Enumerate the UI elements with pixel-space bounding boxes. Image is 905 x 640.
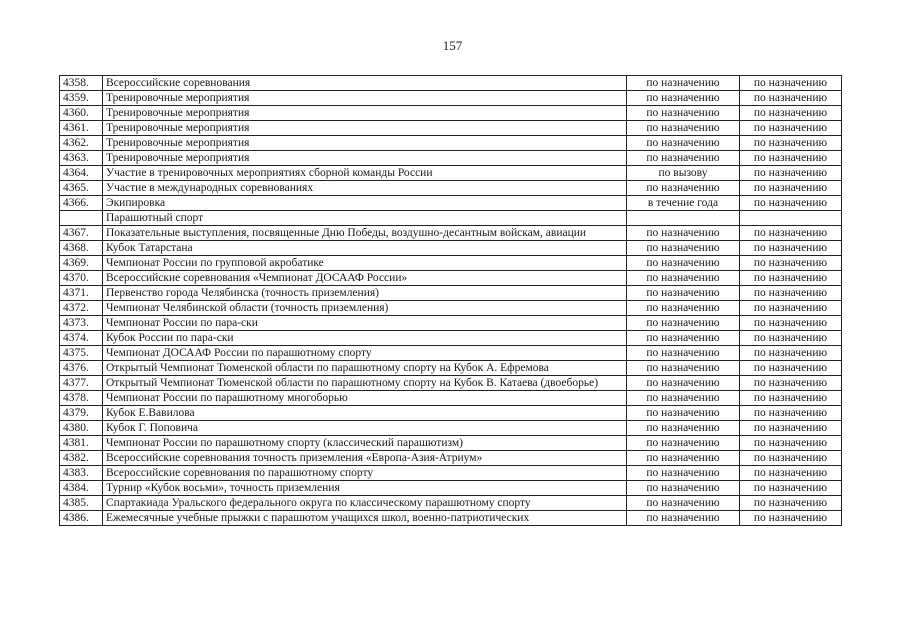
event-timing: по назначению: [740, 376, 842, 391]
event-name: Турнир «Кубок восьми», точность приземления: [103, 481, 627, 496]
row-number: 4363.: [60, 151, 103, 166]
event-date: по назначению: [627, 436, 740, 451]
event-date: по назначению: [627, 511, 740, 526]
event-name: Кубок Г. Поповича: [103, 421, 627, 436]
event-name: Экипировка: [103, 196, 627, 211]
table-row: [60, 391, 842, 406]
event-date: по назначению: [627, 181, 740, 196]
event-date: по назначению: [627, 136, 740, 151]
event-timing: по назначению: [740, 451, 842, 466]
table-row: [60, 271, 842, 286]
event-name: Открытый Чемпионат Тюменской области по парашютному спорту на Кубок А. Ефремова: [103, 361, 627, 376]
row-number: 4361.: [60, 121, 103, 136]
table-row: [60, 346, 842, 361]
event-timing: по назначению: [740, 181, 842, 196]
table-row: [60, 196, 842, 211]
section-header-row: [60, 211, 842, 226]
section-empty-cell: [740, 211, 842, 226]
event-name: Чемпионат России по пара-ски: [103, 316, 627, 331]
event-timing: по назначению: [740, 436, 842, 451]
event-name: Кубок России по пара-ски: [103, 331, 627, 346]
event-date: по назначению: [627, 346, 740, 361]
table-row: [60, 496, 842, 511]
table-row: [60, 451, 842, 466]
event-name: Тренировочные мероприятия: [103, 136, 627, 151]
event-name: Чемпионат России по парашютному спорту (классический парашютизм): [103, 436, 627, 451]
event-name: Ежемесячные учебные прыжки с парашютом учащихся школ, военно-патриотических: [103, 511, 627, 526]
event-name: Чемпионат России по групповой акробатике: [103, 256, 627, 271]
event-date: по назначению: [627, 106, 740, 121]
event-timing: по назначению: [740, 406, 842, 421]
event-timing: по назначению: [740, 106, 842, 121]
event-date: по вызову: [627, 166, 740, 181]
event-date: по назначению: [627, 361, 740, 376]
row-number: 4365.: [60, 181, 103, 196]
row-number: 4386.: [60, 511, 103, 526]
table-row: [60, 331, 842, 346]
table-row: [60, 136, 842, 151]
event-timing: по назначению: [740, 241, 842, 256]
row-number: 4364.: [60, 166, 103, 181]
section-empty-cell: [627, 211, 740, 226]
event-date: по назначению: [627, 121, 740, 136]
row-number: 4362.: [60, 136, 103, 151]
row-number: 4380.: [60, 421, 103, 436]
row-number: 4384.: [60, 481, 103, 496]
event-name: Кубок Татарстана: [103, 241, 627, 256]
table-row: [60, 286, 842, 301]
table-row: [60, 421, 842, 436]
event-timing: по назначению: [740, 481, 842, 496]
row-number: 4369.: [60, 256, 103, 271]
event-date: по назначению: [627, 406, 740, 421]
row-number: 4371.: [60, 286, 103, 301]
event-date: по назначению: [627, 421, 740, 436]
event-name: Участие в тренировочных мероприятиях сборной команды России: [103, 166, 627, 181]
row-number: 4377.: [60, 376, 103, 391]
event-timing: по назначению: [740, 511, 842, 526]
row-number: 4385.: [60, 496, 103, 511]
event-timing: по назначению: [740, 136, 842, 151]
event-timing: по назначению: [740, 346, 842, 361]
event-date: по назначению: [627, 286, 740, 301]
event-date: по назначению: [627, 451, 740, 466]
table-row: [60, 316, 842, 331]
event-date: по назначению: [627, 241, 740, 256]
event-timing: по назначению: [740, 271, 842, 286]
table-row: [60, 151, 842, 166]
page-number: 157: [442, 38, 463, 53]
table-row: [60, 241, 842, 256]
table-row: [60, 91, 842, 106]
event-name: Первенство города Челябинска (точность приземления): [103, 286, 627, 301]
event-date: по назначению: [627, 466, 740, 481]
table-row: [60, 436, 842, 451]
row-number: 4370.: [60, 271, 103, 286]
table-row: [60, 226, 842, 241]
row-number: 4373.: [60, 316, 103, 331]
table-row: [60, 76, 842, 91]
event-date: по назначению: [627, 76, 740, 91]
event-timing: по назначению: [740, 421, 842, 436]
event-name: Участие в международных соревнованиях: [103, 181, 627, 196]
event-timing: по назначению: [740, 256, 842, 271]
event-date: в течение года: [627, 196, 740, 211]
event-timing: по назначению: [740, 391, 842, 406]
event-date: по назначению: [627, 391, 740, 406]
table-row: [60, 406, 842, 421]
row-number: 4379.: [60, 406, 103, 421]
event-name: Тренировочные мероприятия: [103, 106, 627, 121]
row-number: 4381.: [60, 436, 103, 451]
row-number: 4375.: [60, 346, 103, 361]
event-date: по назначению: [627, 226, 740, 241]
row-number: 4367.: [60, 226, 103, 241]
event-name: Тренировочные мероприятия: [103, 151, 627, 166]
event-name: Всероссийские соревнования точность приземления «Европа-Азия-Атриум»: [103, 451, 627, 466]
event-timing: по назначению: [740, 331, 842, 346]
event-timing: по назначению: [740, 361, 842, 376]
table-row: [60, 121, 842, 136]
event-timing: по назначению: [740, 226, 842, 241]
row-number: 4376.: [60, 361, 103, 376]
event-timing: по назначению: [740, 286, 842, 301]
section-title: Парашютный спорт: [103, 211, 627, 226]
event-timing: по назначению: [740, 91, 842, 106]
event-timing: по назначению: [740, 316, 842, 331]
table-row: [60, 181, 842, 196]
event-timing: по назначению: [740, 196, 842, 211]
row-number: 4359.: [60, 91, 103, 106]
event-date: по назначению: [627, 151, 740, 166]
event-date: по назначению: [627, 331, 740, 346]
event-name: Всероссийские соревнования по парашютному спорту: [103, 466, 627, 481]
event-name: Показательные выступления, посвященные Дню Победы, воздушно-десантным войскам, авиации: [103, 226, 627, 241]
event-name: Кубок Е.Вавилова: [103, 406, 627, 421]
table-row: [60, 106, 842, 121]
event-timing: по назначению: [740, 151, 842, 166]
event-timing: по назначению: [740, 121, 842, 136]
row-number: 4366.: [60, 196, 103, 211]
row-number: 4383.: [60, 466, 103, 481]
row-number: 4374.: [60, 331, 103, 346]
event-date: по назначению: [627, 91, 740, 106]
event-date: по назначению: [627, 301, 740, 316]
section-num-cell: [60, 211, 103, 226]
event-date: по назначению: [627, 481, 740, 496]
row-number: 4358.: [60, 76, 103, 91]
event-timing: по назначению: [740, 76, 842, 91]
event-name: Тренировочные мероприятия: [103, 91, 627, 106]
table-row: [60, 466, 842, 481]
event-timing: по назначению: [740, 166, 842, 181]
table-row: [60, 376, 842, 391]
event-name: Всероссийские соревнования: [103, 76, 627, 91]
table-row: [60, 481, 842, 496]
event-name: Спартакиада Уральского федерального округа по классическому парашютному спорту: [103, 496, 627, 511]
event-name: Тренировочные мероприятия: [103, 121, 627, 136]
event-name: Чемпионат России по парашютному многоборью: [103, 391, 627, 406]
row-number: 4360.: [60, 106, 103, 121]
event-date: по назначению: [627, 271, 740, 286]
event-date: по назначению: [627, 376, 740, 391]
row-number: 4368.: [60, 241, 103, 256]
table-row: [60, 361, 842, 376]
event-name: Всероссийские соревнования «Чемпионат ДОСААФ России»: [103, 271, 627, 286]
row-number: 4382.: [60, 451, 103, 466]
table-row: [60, 511, 842, 526]
event-name: Открытый Чемпионат Тюменской области по парашютному спорту на Кубок В. Катаева (двоеборье): [103, 376, 627, 391]
event-date: по назначению: [627, 496, 740, 511]
event-timing: по назначению: [740, 496, 842, 511]
row-number: 4372.: [60, 301, 103, 316]
events-table: [59, 75, 842, 526]
event-name: Чемпионат ДОСААФ России по парашютному спорту: [103, 346, 627, 361]
row-number: 4378.: [60, 391, 103, 406]
event-timing: по назначению: [740, 301, 842, 316]
table-row: [60, 166, 842, 181]
table-row: [60, 301, 842, 316]
table-row: [60, 256, 842, 271]
event-timing: по назначению: [740, 466, 842, 481]
event-name: Чемпионат Челябинской области (точность приземления): [103, 301, 627, 316]
event-date: по назначению: [627, 256, 740, 271]
event-date: по назначению: [627, 316, 740, 331]
